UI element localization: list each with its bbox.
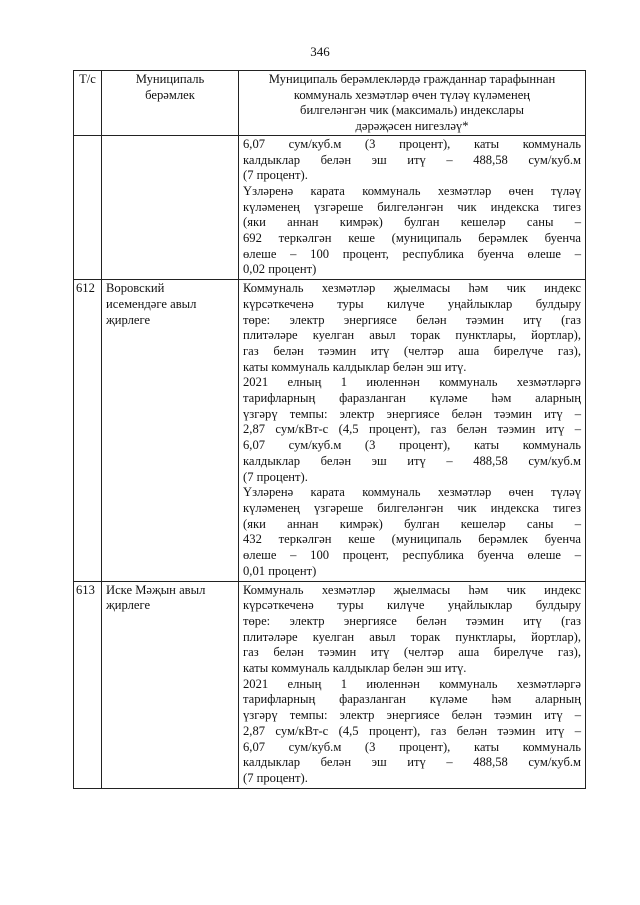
text-line: 692 теркәлгән кеше (муниципаль берәмлек буенча bbox=[243, 231, 581, 246]
text-line: Үзләренә карата коммуналь хезмәтләр өчен түләү bbox=[243, 485, 581, 500]
text-line: 2021 елның 1 июленнән коммуналь хезмәтләргә bbox=[243, 375, 581, 390]
text-line: үзгәрү темпы: электр энергиясе белән тәэмин итү – bbox=[243, 406, 581, 421]
text-line: күрсәткеченә туры килүче уңайлыклар булдыру bbox=[243, 296, 581, 311]
justification-paragraph bbox=[243, 485, 581, 579]
text-line: 6,07 сум/куб.м (3 процент), каты коммуналь bbox=[243, 739, 581, 754]
header-justification bbox=[239, 71, 586, 136]
row-number: 612 bbox=[74, 280, 102, 581]
text-line: (яки аннан кимрәк) булган кешеләр саны – bbox=[243, 516, 581, 531]
header-line: Муниципаль берәмлекләрдә гражданнар тарафыннан bbox=[268, 72, 556, 86]
table-header-row bbox=[74, 71, 586, 136]
municipality-name-line: җирлеге bbox=[106, 312, 151, 327]
justification-paragraph bbox=[243, 281, 581, 375]
municipality-name bbox=[102, 135, 239, 279]
text-line: плитәләре куелган авыл торак пунктлары, йортлар), bbox=[243, 629, 581, 644]
text-line: калдыклар белән эш итү – 488,58 сум/куб.м bbox=[243, 152, 581, 167]
header-line: берәмлек bbox=[145, 87, 195, 102]
text-line: 2021 елның 1 июленнән коммуналь хезмәтләргә bbox=[243, 676, 581, 691]
municipality-name-line: җирлеге bbox=[106, 598, 151, 613]
text-line: Коммуналь хезмәтләр җыелмасы һәм чик индекс bbox=[243, 582, 581, 597]
table-row bbox=[74, 581, 586, 788]
text-line: (яки аннан кимрәк) булган кешеләр саны – bbox=[243, 215, 581, 230]
header-line: коммуналь хезмәтләр өчен түләү күләменең bbox=[293, 87, 531, 102]
municipality-name-line: Иске Мәҗын авыл bbox=[106, 582, 206, 597]
row-number: 613 bbox=[74, 581, 102, 788]
municipality-name-line: Воровский bbox=[106, 281, 165, 296]
text-line: калдыклар белән эш итү – 488,58 сум/куб.м bbox=[243, 755, 581, 770]
justification-paragraph bbox=[243, 137, 581, 184]
text-line: (7 процент). bbox=[243, 168, 308, 183]
text-line: Үзләренә карата коммуналь хезмәтләр өчен түләү bbox=[243, 183, 581, 198]
table-row bbox=[74, 280, 586, 581]
text-line: тарифларның фаразланган күләме һәм аларның bbox=[243, 391, 581, 406]
text-line: 6,07 сум/куб.м (3 процент), каты коммуналь bbox=[243, 438, 581, 453]
table-body bbox=[74, 135, 586, 788]
justification-text bbox=[239, 581, 586, 788]
justification-paragraph bbox=[243, 583, 581, 677]
table-row bbox=[74, 135, 586, 279]
header-line: билгеләнгән чик (максималь) индекслары bbox=[300, 103, 524, 118]
text-line: каты коммуналь калдыклар белән эш итү. bbox=[243, 359, 467, 374]
text-line: 432 теркәлгән кеше (муниципаль берәмлек буенча bbox=[243, 532, 581, 547]
justification-text bbox=[239, 135, 586, 279]
text-line: төре: электр энергиясе белән тәэмин итү (газ bbox=[243, 312, 581, 327]
text-line: 0,02 процент) bbox=[243, 262, 317, 277]
header-line: Муниципаль bbox=[135, 72, 205, 86]
text-line: күрсәткеченә туры килүче уңайлыклар булдыру bbox=[243, 598, 581, 613]
text-line: 6,07 сум/куб.м (3 процент), каты коммуналь bbox=[243, 136, 581, 151]
justification-paragraph bbox=[243, 677, 581, 787]
text-line: күләменең үзгәреше билгеләнгән чик индекска тигез bbox=[243, 199, 581, 214]
text-line: тарифларның фаразланган күләме һәм аларның bbox=[243, 692, 581, 707]
text-line: каты коммуналь калдыклар белән эш итү. bbox=[243, 661, 467, 676]
municipality-name bbox=[102, 581, 239, 788]
text-line: газ белән тәэмин итү (челтәр аша бирелүче газ), bbox=[243, 645, 581, 660]
indices-table bbox=[73, 70, 586, 789]
municipality-name bbox=[102, 280, 239, 581]
text-line: (7 процент). bbox=[243, 469, 308, 484]
text-line: газ белән тәэмин итү (челтәр аша бирелүче газ), bbox=[243, 343, 581, 358]
text-line: үзгәрү темпы: электр энергиясе белән тәэмин итү – bbox=[243, 708, 581, 723]
header-line: дәрәҗәсен нигезләү* bbox=[355, 119, 469, 134]
text-line: калдыклар белән эш итү – 488,58 сум/куб.м bbox=[243, 453, 581, 468]
page-number: 346 bbox=[310, 44, 330, 59]
header-number: Т/с bbox=[74, 71, 102, 136]
justification-text bbox=[239, 280, 586, 581]
text-line: 0,01 процент) bbox=[243, 563, 317, 578]
row-number bbox=[74, 135, 102, 279]
text-line: 2,87 сум/кВт-с (4,5 процент), газ белән тәэмин итү – bbox=[243, 723, 581, 738]
justification-paragraph bbox=[243, 375, 581, 485]
header-municipality bbox=[102, 71, 239, 136]
text-line: төре: электр энергиясе белән тәэмин итү (газ bbox=[243, 613, 581, 628]
justification-paragraph bbox=[243, 184, 581, 278]
text-line: 2,87 сум/кВт-с (4,5 процент), газ белән тәэмин итү – bbox=[243, 422, 581, 437]
text-line: плитәләре куелган авыл торак пунктлары, йортлар), bbox=[243, 328, 581, 343]
text-line: Коммуналь хезмәтләр җыелмасы һәм чик индекс bbox=[243, 281, 581, 296]
text-line: өлеше – 100 процент, республика буенча өлеше – bbox=[243, 548, 581, 563]
text-line: (7 процент). bbox=[243, 770, 308, 785]
municipality-name-line: исемендәге авыл bbox=[106, 296, 197, 311]
text-line: күләменең үзгәреше билгеләнгән чик индекска тигез bbox=[243, 500, 581, 515]
text-line: өлеше – 100 процент, республика буенча өлеше – bbox=[243, 246, 581, 261]
